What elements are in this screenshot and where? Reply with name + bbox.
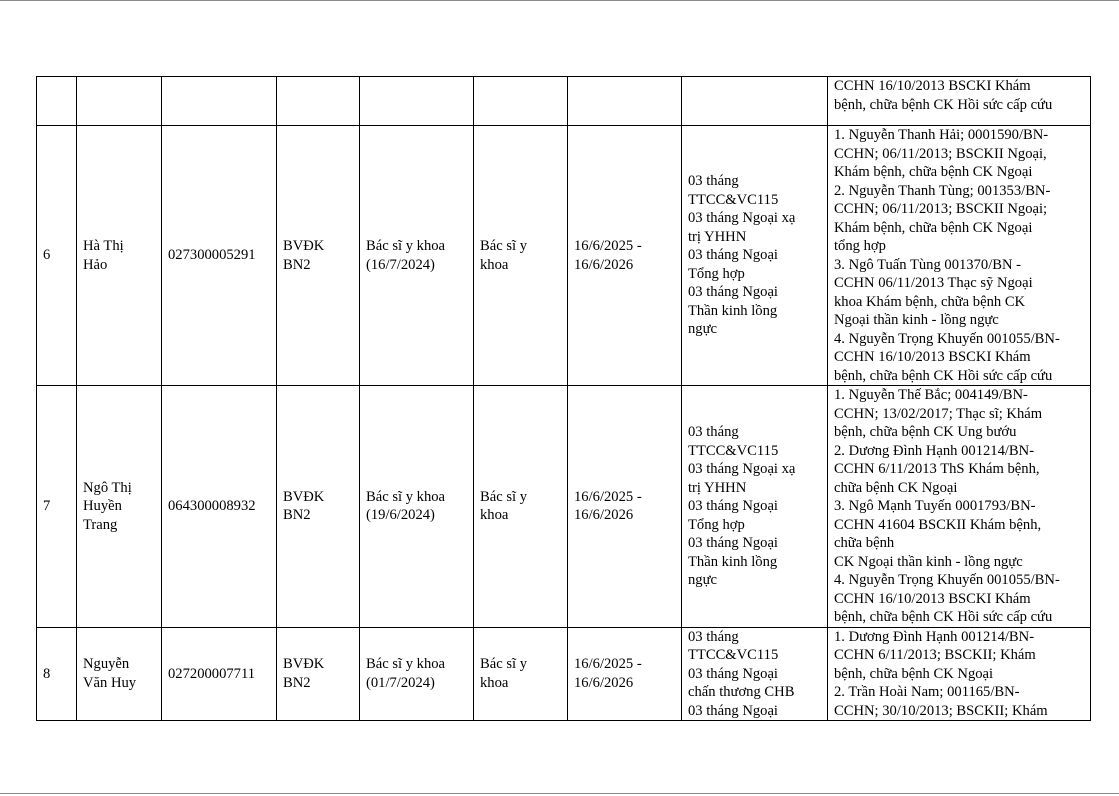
cell-workplace: BVĐK BN2 (277, 386, 360, 628)
table-row (37, 386, 1091, 628)
cell-degree: Bác sĩ y khoa (16/7/2024) (360, 126, 474, 386)
cell-period: 16/6/2025 - 16/6/2026 (568, 126, 682, 386)
guide-line: CCHN; 13/02/2017; Thạc sĩ; Khám (834, 405, 1043, 422)
guide-line: 2. Nguyễn Thanh Tùng; 001353/BN- (834, 182, 1051, 199)
cell-scope (474, 77, 568, 126)
guide-line: CCHN 16/10/2013 BSCKI Khám (834, 590, 1031, 607)
cell-name: Nguyễn Văn Huy (77, 627, 162, 721)
cell-scope: Bác sĩ y khoa (474, 126, 568, 386)
guide-line: 1. Dương Đình Hạnh 001214/BN- (834, 628, 1035, 645)
guide-line: bệnh, chữa bệnh CK Hồi sức cấp cứu (834, 367, 1053, 384)
cell-period: 16/6/2025 - 16/6/2026 (568, 386, 682, 628)
guide-line: CCHN 6/11/2013; BSCKII; Khám (834, 647, 1036, 663)
cell-training: 03 tháng TTCC&VC115 03 tháng Ngoại xạ trị YHHN 03 tháng Ngoại Tổng hợp 03 tháng Ngoại Thần kinh lồng ngực (682, 386, 828, 628)
cell-training (682, 77, 828, 126)
trainee-table (36, 76, 1091, 721)
guide-line: CCHN 16/10/2013 BSCKI Khám (834, 349, 1031, 365)
guide-line: CCHN 06/11/2013 Thạc sỹ Ngoại (834, 275, 1033, 291)
guide-line: bệnh, chữa bệnh CK Hồi sức cấp cứu (834, 609, 1053, 625)
guide-line: khoa Khám bệnh, chữa bệnh CK (834, 293, 1026, 310)
guide-line: 4. Nguyễn Trọng Khuyến 001055/BN- (834, 572, 1060, 588)
table-row (37, 627, 1091, 721)
cell-degree: Bác sĩ y khoa (01/7/2024) (360, 627, 474, 721)
guide-line: Khám bệnh, chữa bệnh CK Ngoại (834, 219, 1033, 236)
guide-line: 1. Nguyễn Thanh Hải; 0001590/BN- (834, 127, 1049, 143)
page-bottom-border (0, 793, 1119, 794)
table-row (37, 126, 1091, 386)
cell-guides (828, 386, 1091, 628)
guide-line: 2. Dương Đình Hạnh 001214/BN- (834, 442, 1035, 459)
cell-stt: 8 (37, 627, 77, 721)
cell-name: Hà Thị Hảo (77, 126, 162, 386)
cell-guides (828, 126, 1091, 386)
cell-guides (828, 627, 1091, 721)
cell-stt: 7 (37, 386, 77, 628)
cell-period: 16/6/2025 - 16/6/2026 (568, 627, 682, 721)
guide-line: CCHN; 30/10/2013; BSCKII; Khám (834, 702, 1048, 719)
guide-line: CCHN 6/11/2013 ThS Khám bệnh, (834, 461, 1040, 477)
cell-stt: 6 (37, 126, 77, 386)
guide-line: bệnh, chữa bệnh CK Ngoại (834, 665, 994, 682)
cell-id: 064300008932 (162, 386, 277, 628)
guide-line: CK Ngoại thần kinh - lồng ngực (834, 553, 1023, 570)
guide-line: CCHN 41604 BSCKII Khám bệnh, (834, 516, 1042, 533)
guide-line: chữa bệnh (834, 535, 895, 551)
cell-period (568, 77, 682, 126)
guide-line: bệnh, chữa bệnh CK Hồi sức cấp cứu (834, 96, 1053, 113)
guide-line: Khám bệnh, chữa bệnh CK Ngoại (834, 164, 1033, 180)
cell-workplace (277, 77, 360, 126)
cell-degree: Bác sĩ y khoa (19/6/2024) (360, 386, 474, 628)
cell-stt (37, 77, 77, 126)
guide-line: bệnh, chữa bệnh CK Ung bướu (834, 424, 1017, 440)
guide-line: CCHN; 06/11/2013; BSCKII Ngoại; (834, 201, 1048, 217)
cell-training: 03 tháng TTCC&VC115 03 tháng Ngoại xạ trị YHHN 03 tháng Ngoại Tổng hợp 03 tháng Ngoại Thần kinh lồng ngực (682, 126, 828, 386)
cell-workplace: BVĐK BN2 (277, 627, 360, 721)
guide-line: CCHN 16/10/2013 BSCKI Khám (834, 78, 1031, 94)
cell-training: 03 tháng TTCC&VC115 03 tháng Ngoại chấn thương CHB 03 tháng Ngoại (682, 627, 828, 721)
guide-line: 3. Ngô Tuấn Tùng 001370/BN - (834, 256, 1022, 273)
cell-scope: Bác sĩ y khoa (474, 627, 568, 721)
table-row (37, 77, 1091, 126)
guide-line: chữa bệnh CK Ngoại (834, 479, 958, 496)
cell-guides (828, 77, 1091, 126)
cell-workplace: BVĐK BN2 (277, 126, 360, 386)
guide-line: CCHN; 06/11/2013; BSCKII Ngoại, (834, 145, 1047, 162)
cell-id (162, 77, 277, 126)
cell-id: 027200007711 (162, 627, 277, 721)
guide-line: Ngoại thần kinh - lồng ngực (834, 312, 999, 328)
guide-line: 1. Nguyễn Thế Bắc; 004149/BN- (834, 387, 1028, 403)
guide-line: 4. Nguyễn Trọng Khuyến 001055/BN- (834, 330, 1060, 347)
guide-line: 3. Ngô Mạnh Tuyến 0001793/BN- (834, 498, 1036, 514)
page-top-border (0, 0, 1119, 1)
cell-degree (360, 77, 474, 126)
guide-line: tổng hợp (834, 238, 886, 254)
cell-scope: Bác sĩ y khoa (474, 386, 568, 628)
cell-name: Ngô Thị Huyền Trang (77, 386, 162, 628)
cell-name (77, 77, 162, 126)
guide-line: 2. Trần Hoài Nam; 001165/BN- (834, 684, 1020, 700)
cell-id: 027300005291 (162, 126, 277, 386)
